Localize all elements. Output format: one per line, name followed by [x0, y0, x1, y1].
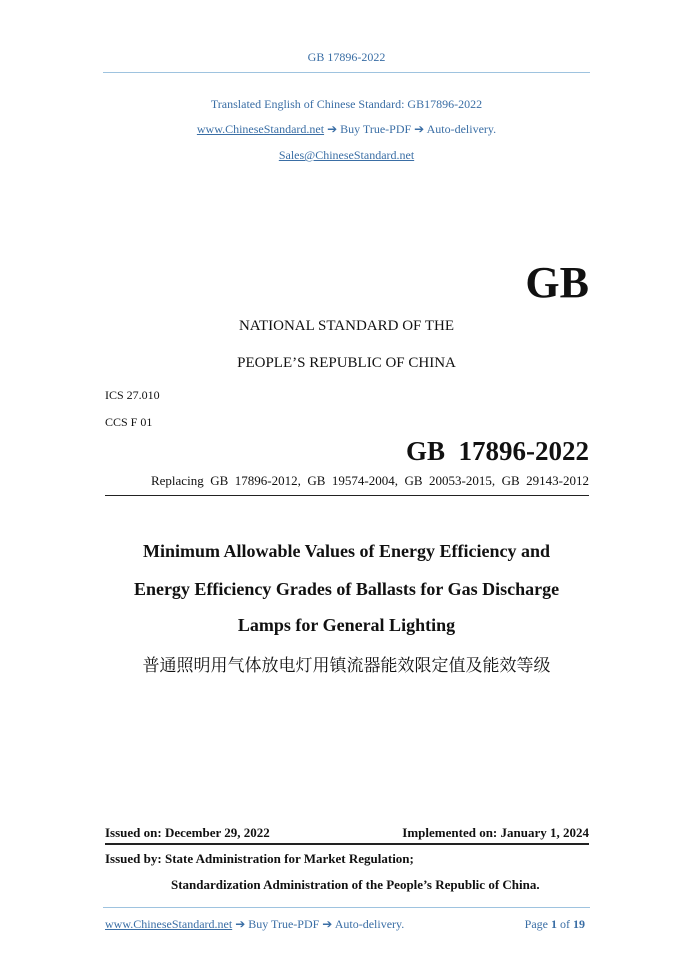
banner-translation-line: Translated English of Chinese Standard: GB17896-2022 [210, 97, 483, 111]
page-of: of [560, 917, 570, 931]
banner-sales-line [0, 148, 693, 163]
page-current: 1 [551, 917, 557, 931]
issued-by-line1: Issued by: State Administration for Market Regulation; [105, 851, 414, 866]
arrow-right-icon: ➔ [327, 122, 338, 136]
arrow-right-icon: ➔ [414, 122, 425, 136]
gb-logo: GB [525, 258, 589, 307]
national-standard-line2: PEOPLE’S REPUBLIC OF CHINA [237, 355, 456, 371]
ics-code: ICS 27.010 [105, 388, 160, 402]
header-doc-number: GB 17896-2022 [307, 50, 386, 64]
implemented-on: Implemented on: January 1, 2024 [402, 825, 589, 840]
header-rule [103, 72, 590, 73]
national-standard-line1: NATIONAL STANDARD OF THE [238, 318, 455, 334]
footer-buy-text: Buy True-PDF [248, 917, 320, 931]
ccs-code: CCS F 01 [105, 415, 153, 429]
title-line1: Minimum Allowable Values of Energy Efficiency and [142, 541, 551, 561]
footer-site-link[interactable]: www.ChineseStandard.net [105, 917, 233, 931]
banner-delivery-text: Auto-delivery. [426, 122, 497, 136]
standard-rule [105, 495, 589, 496]
footer-delivery-text: Auto-delivery. [334, 917, 405, 931]
title-chinese: 普通照明用气体放电灯用镇流器能效限定值及能效等级 [142, 656, 551, 676]
banner-buy-text: Buy True-PDF [340, 122, 412, 136]
banner-site-link[interactable]: www.ChineseStandard.net [196, 122, 325, 136]
footer-buy-line [105, 917, 404, 932]
banner-sales-link[interactable]: Sales@ChineseStandard.net [278, 148, 415, 162]
replacing-line: Replacing GB 17896-2012, GB 19574-2004, GB 20053-2015, GB 29143-2012 [150, 473, 589, 488]
title-line2: Energy Efficiency Grades of Ballasts for Gas Discharge [133, 579, 560, 599]
title-line3: Lamps for General Lighting [237, 615, 456, 635]
issued-by-line2: Standardization Administration of the People’s Republic of China. [171, 877, 540, 892]
standard-number: GB 17896-2022 [405, 436, 589, 466]
arrow-right-icon: ➔ [235, 917, 246, 931]
issued-on: Issued on: December 29, 2022 [105, 825, 270, 840]
arrow-right-icon: ➔ [322, 917, 333, 931]
banner-buy-line [0, 122, 693, 137]
page-total: 19 [573, 917, 585, 931]
page-label: Page [524, 917, 548, 931]
page-indicator [525, 917, 585, 932]
dates-rule [105, 843, 589, 845]
footer-rule [103, 907, 590, 908]
